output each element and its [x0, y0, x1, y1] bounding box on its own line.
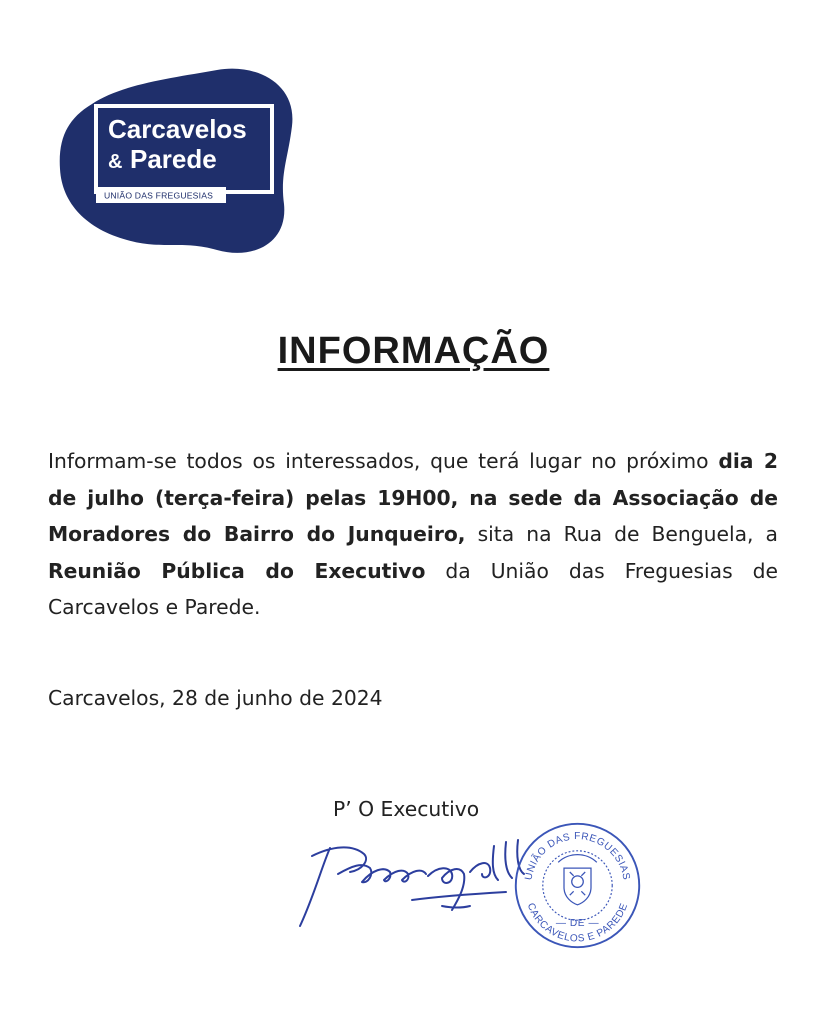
- brand-logo: [52, 64, 302, 264]
- paragraph-text-1: Informam-se todos os interessados, que terá lugar no próximo: [48, 449, 709, 473]
- paragraph-text-2: sita na Rua de Benguela, a: [477, 522, 778, 546]
- logo-ampersand: &: [108, 151, 123, 173]
- signer-label: P’ O Executivo: [333, 797, 480, 821]
- paragraph-bold-1: dia 2 de julho (terça-feira) pelas 19H00, na sede da Associação de Moradores do Bairro do Junqueiro,: [48, 449, 778, 546]
- coat-of-arms-icon: [558, 855, 597, 905]
- seal-top-text: [523, 831, 631, 881]
- logo-line1: Carcavelos: [108, 114, 247, 144]
- logo-subtitle: UNIÃO DAS FREGUESIAS: [104, 190, 214, 201]
- paragraph-text-3: da União das Freguesias de Carcavelos e Parede.: [48, 558, 778, 619]
- logo-graphic: [52, 64, 302, 264]
- seal-inner-ring: [543, 851, 612, 920]
- seal-top-text-path: UNIÃO DAS FREGUESIAS: [523, 831, 632, 882]
- official-seal: [510, 818, 645, 953]
- paragraph-bold-2: Reunião Pública do Executivo: [48, 558, 426, 583]
- logo-line2: Parede: [130, 144, 217, 174]
- seal-bottom-text-path: CARCAVELOS E PAREDE: [524, 901, 631, 945]
- document-title-text: INFORMAÇÃO: [277, 330, 550, 372]
- seal-middle-text: — DE —: [555, 918, 600, 929]
- date-line: Carcavelos, 28 de junho de 2024: [48, 686, 383, 710]
- document-title: [0, 330, 827, 373]
- announcement-paragraph: [48, 443, 778, 626]
